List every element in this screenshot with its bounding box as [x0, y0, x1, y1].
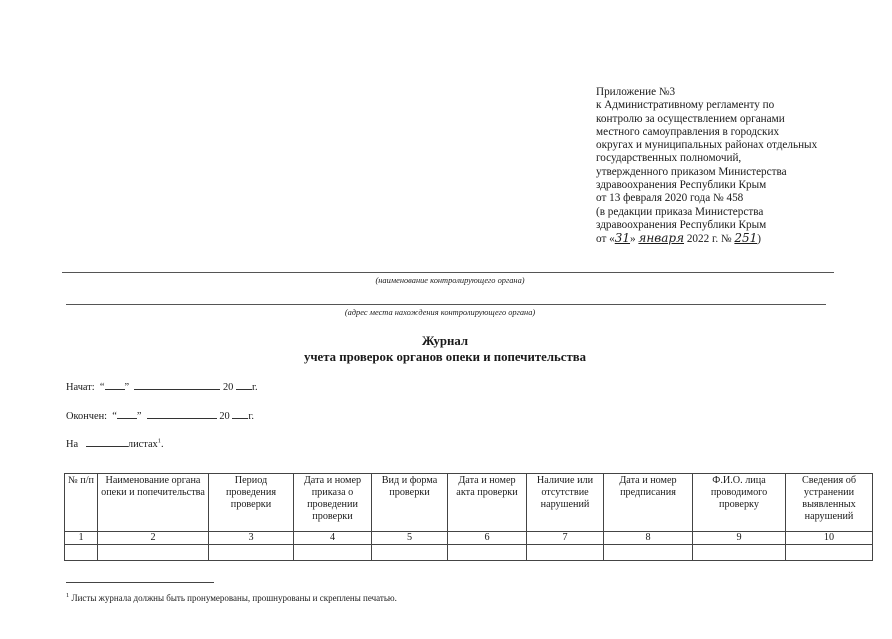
table-cell[interactable] — [448, 545, 527, 561]
table-cell[interactable] — [527, 545, 604, 561]
table-cell[interactable] — [209, 545, 294, 561]
address-caption: (адрес места нахождения контролирующего органа) — [344, 308, 536, 317]
col-number-9: 9 — [693, 532, 786, 545]
table-row — [65, 545, 873, 561]
sheets-label: листах — [127, 439, 158, 450]
handwritten-month: января — [638, 231, 685, 246]
started-year-blank[interactable] — [236, 379, 252, 390]
col-number-5: 5 — [372, 532, 448, 545]
sheets-count-blank[interactable] — [86, 436, 128, 447]
col-header-number: № п/п — [65, 474, 98, 532]
organ-name-line — [62, 272, 834, 273]
date-year: 2022 г. № — [686, 233, 732, 246]
ended-day-blank[interactable] — [117, 408, 137, 419]
col-number-6: 6 — [448, 532, 527, 545]
year-suffix: г. — [251, 382, 258, 393]
appendix-date-line: от «31» января 2022 г. № 251) — [596, 231, 762, 246]
appendix-heading: Приложение №3 — [596, 86, 676, 98]
col-header-prescription: Дата и номер предписания — [604, 474, 693, 532]
started-label: Начат: — [66, 382, 95, 393]
table-cell[interactable] — [294, 545, 372, 561]
ended-field — [66, 408, 254, 422]
organ-name-caption: (наименование контролирующего органа) — [375, 276, 525, 285]
quote-open: “ — [112, 411, 117, 422]
started-field — [66, 379, 258, 393]
year-prefix: 20 — [219, 411, 230, 422]
col-number-2: 2 — [98, 532, 209, 545]
quote-close: ” — [124, 382, 130, 393]
ended-label: Окончен: — [66, 411, 108, 422]
ended-month-blank[interactable] — [147, 408, 217, 419]
footnote-mark: 1 — [66, 592, 70, 599]
table-cell[interactable] — [786, 545, 873, 561]
table-cell[interactable] — [693, 545, 786, 561]
appendix-body: к Административному регламенту по контролю за осуществлением органами местного самоуправления в городских округах и муниципальных районах отдельных государственных полномочий, утвержденного приказом Министерства здравоохранения Республики Крым от 13 февраля 2020 года № 458 (в редакции приказа Министерства здравоохранения Республики Крым — [596, 99, 818, 231]
journal-table — [64, 473, 873, 561]
table-cell[interactable] — [604, 545, 693, 561]
col-header-violations: Наличие или отсутствие нарушений — [527, 474, 604, 532]
table-header-row — [65, 474, 873, 532]
quote-close: ” — [136, 411, 142, 422]
year-suffix: г. — [248, 411, 255, 422]
col-header-remediation: Сведения об устранении выявленных нарушений — [786, 474, 873, 532]
sheets-end: . — [161, 439, 164, 450]
col-number-3: 3 — [209, 532, 294, 545]
footnote-text: Листы журнала должны быть пронумерованы, прошнурованы и скреплены печатью. — [69, 593, 397, 603]
col-number-1: 1 — [65, 532, 98, 545]
sheets-field — [66, 436, 164, 450]
table-cell[interactable] — [98, 545, 209, 561]
handwritten-number: 251 — [734, 231, 758, 246]
col-number-7: 7 — [527, 532, 604, 545]
started-day-blank[interactable] — [105, 379, 125, 390]
footnote-separator — [66, 582, 214, 583]
col-number-10: 10 — [786, 532, 873, 545]
col-header-organ-name: Наименование органа опеки и попечительства — [98, 474, 209, 532]
journal-title — [180, 333, 710, 365]
appendix-block — [596, 86, 876, 247]
date-prefix: от « — [596, 233, 615, 246]
started-month-blank[interactable] — [134, 379, 220, 390]
col-header-act: Дата и номер акта проверки — [448, 474, 527, 532]
col-number-4: 4 — [294, 532, 372, 545]
table-number-row — [65, 532, 873, 545]
sheets-prefix: На — [66, 439, 79, 450]
title-line-2: учета проверок органов опеки и попечительства — [303, 350, 587, 364]
footnote — [66, 592, 397, 603]
col-header-inspector: Ф.И.О. лица проводимого проверку — [693, 474, 786, 532]
col-number-8: 8 — [604, 532, 693, 545]
year-prefix: 20 — [222, 382, 234, 393]
sheets-footnote-mark: 1 — [157, 437, 162, 445]
col-header-type: Вид и форма проверки — [372, 474, 448, 532]
date-mid: » — [630, 233, 636, 246]
address-line — [66, 304, 826, 305]
col-header-order: Дата и номер приказа о проведении проверки — [294, 474, 372, 532]
table-cell[interactable] — [65, 545, 98, 561]
table-cell[interactable] — [372, 545, 448, 561]
quote-open: “ — [99, 382, 105, 393]
title-line-1: Журнал — [421, 334, 469, 348]
col-header-period: Период проведения проверки — [209, 474, 294, 532]
handwritten-day: 31 — [614, 231, 631, 246]
ended-year-blank[interactable] — [232, 408, 248, 419]
